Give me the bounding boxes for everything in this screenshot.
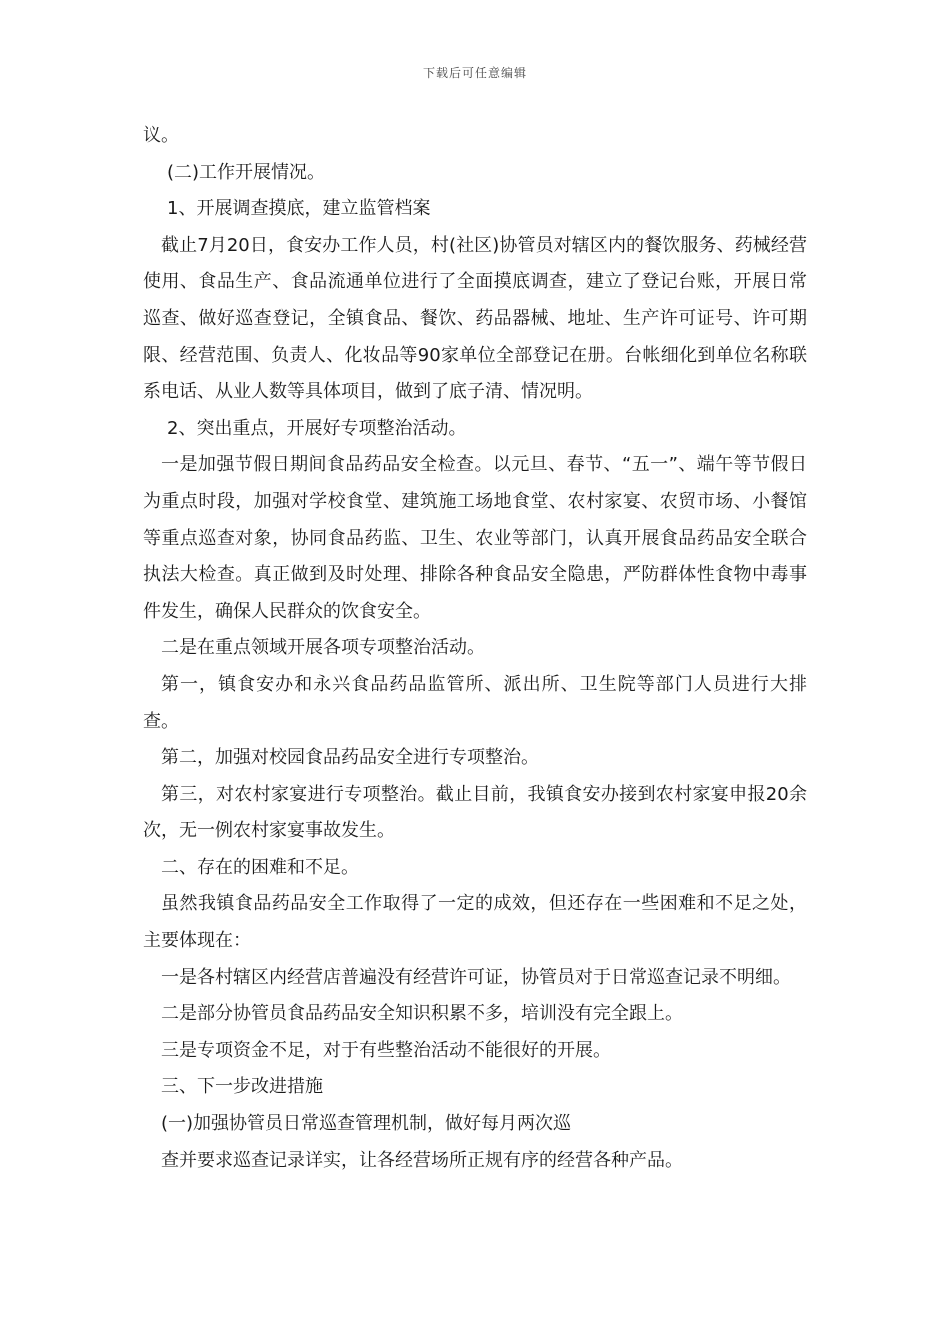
- paragraph: (一)加强协管员日常巡查管理机制，做好每月两次巡: [161, 1113, 572, 1135]
- paragraph: 三是专项资金不足，对于有些整治活动不能很好的开展。: [161, 1039, 611, 1061]
- paragraph: 第一，镇食安办和永兴食品药品监管所、派出所、卫生院等部门人员进行大排查。: [143, 673, 807, 732]
- subsection-heading: 2、突出重点，开展好专项整治活动。: [167, 417, 467, 439]
- paragraph: 一是加强节假日期间食品药品安全检查。以元旦、春节、“五一”、端午等节假日为重点时段，加强对学校食堂、建筑施工场地食堂、农村家宴、农贸市场、小餐馆等重点巡查对象，协同食品药监、卫生、农业等部门，认真开展食品药品安全联合执法大检查。真正做到及时处理、排除各种食品安全隐患，严防群体性食物中毒事件发生，确保人民群众的饮食安全。: [143, 454, 807, 622]
- paragraph: 二是在重点领域开展各项专项整治活动。: [161, 637, 485, 659]
- paragraph: 查并要求巡查记录详实，让各经营场所正规有序的经营各种产品。: [161, 1149, 683, 1171]
- document-body: [143, 118, 807, 1179]
- paragraph: 第二，加强对校园食品药品安全进行专项整治。: [161, 747, 539, 769]
- page-header: 下载后可任意编辑: [422, 66, 527, 80]
- paragraph: 一是各村辖区内经营店普遍没有经营许可证，协管员对于日常巡查记录不明细。: [161, 966, 791, 988]
- section-heading: (二)工作开展情况。: [167, 161, 326, 183]
- section-heading: 二、存在的困难和不足。: [161, 856, 359, 878]
- section-heading: 三、下一步改进措施: [161, 1076, 323, 1098]
- paragraph: 虽然我镇食品药品安全工作取得了一定的成效，但还存在一些困难和不足之处，主要体现在：: [143, 893, 807, 952]
- paragraph: 议。: [143, 125, 179, 146]
- subsection-heading: 1、开展调查摸底，建立监管档案: [167, 198, 431, 220]
- paragraph: 二是部分协管员食品药品安全知识积累不多，培训没有完全跟上。: [161, 1003, 683, 1025]
- paragraph: 第三，对农村家宴进行专项整治。截止目前，我镇食安办接到农村家宴申报20余次，无一例农村家宴事故发生。: [143, 783, 807, 842]
- paragraph: 截止7月20日，食安办工作人员，村(社区)协管员对辖区内的餐饮服务、药械经营使用、食品生产、食品流通单位进行了全面摸底调查，建立了登记台账，开展日常巡查、做好巡查登记，全镇食品、餐饮、药品器械、地址、生产许可证号、许可期限、经营范围、负责人、化妆品等90家单位全部登记在册。台帐细化到单位名称联系电话、从业人数等具体项目，做到了底子清、情况明。: [143, 234, 807, 403]
